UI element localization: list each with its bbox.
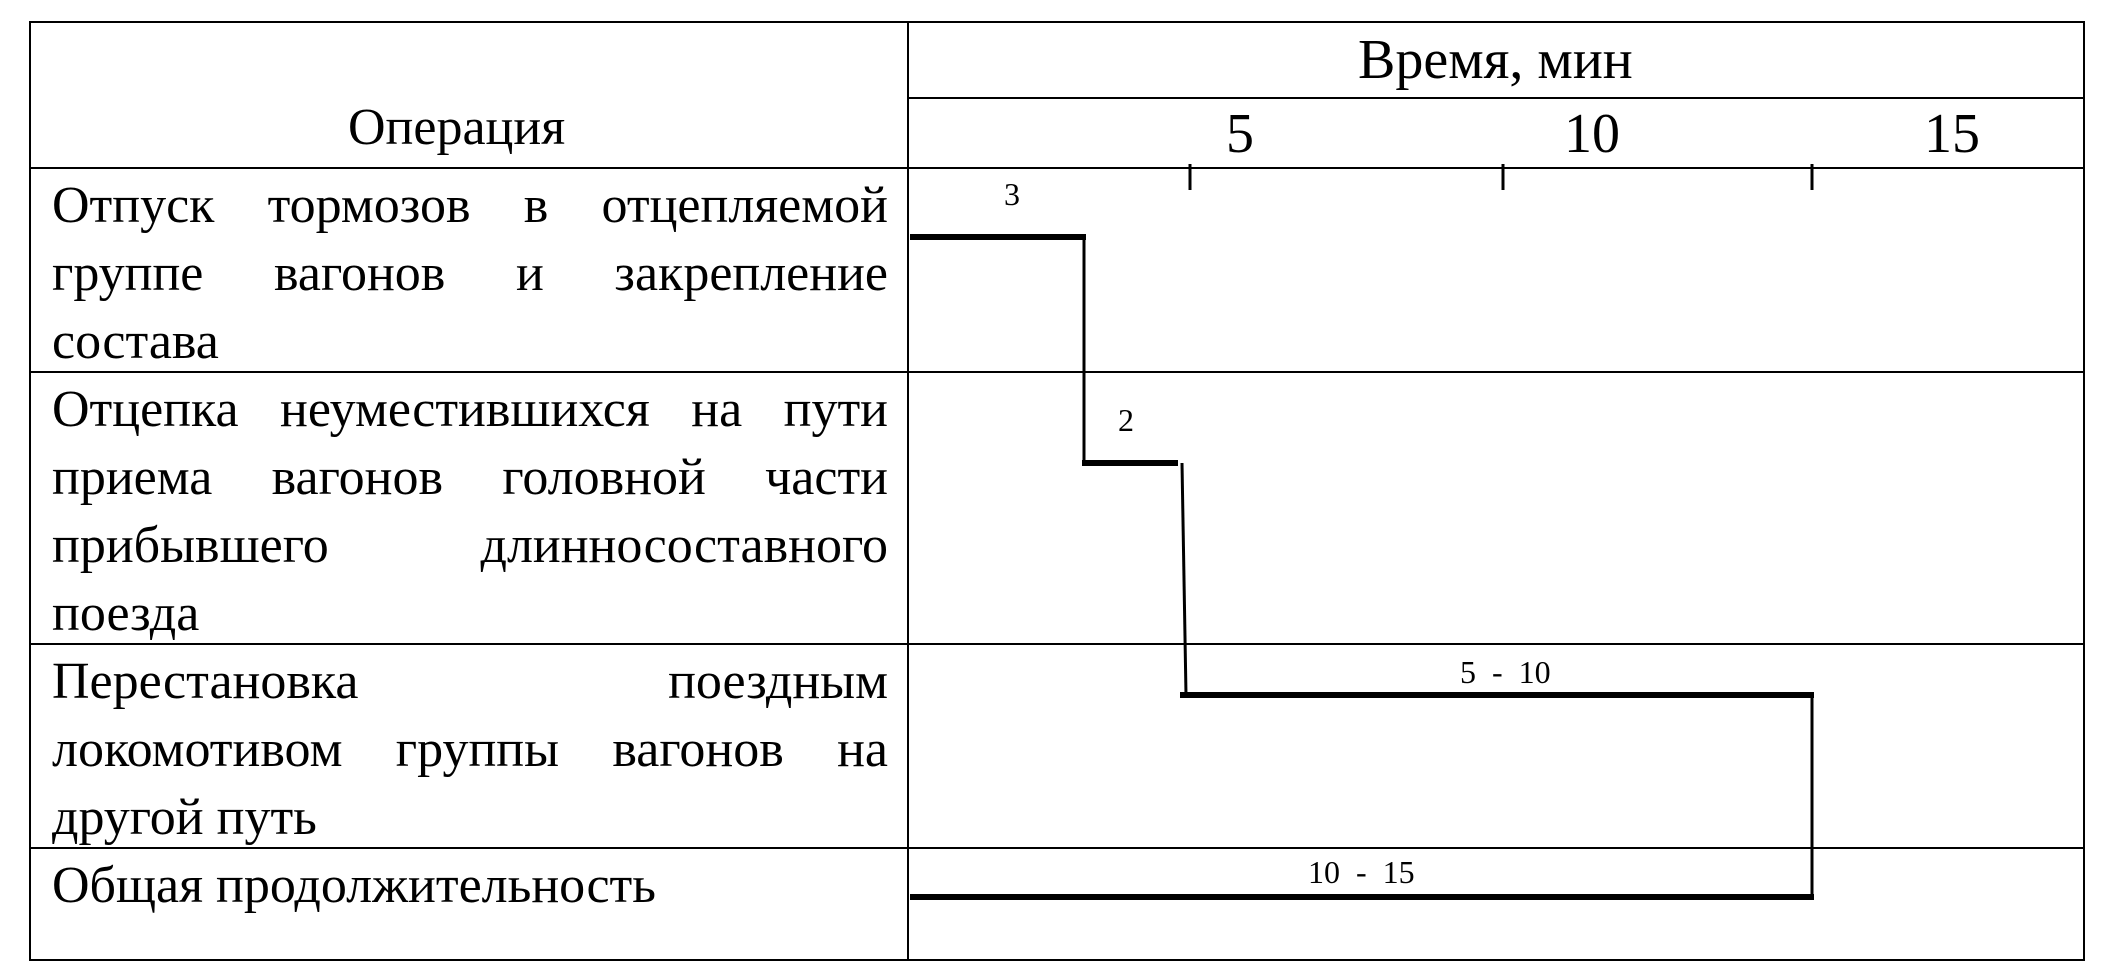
operation-name-total: Общая продолжительность [52, 857, 656, 914]
duration-label-1: 3 [1004, 176, 1020, 212]
duration-label-3: 5 - 10 [1460, 654, 1551, 690]
operation-name-2: Отцепка неуместившихся на пути приема вагонов головной части прибывшего длинносоставного поезда [52, 381, 888, 642]
operation-name-3: Перестановка поездным локомотивом группы вагонов на другой путь [52, 653, 888, 846]
connector-2-3 [1182, 463, 1186, 695]
operation-header-label: Операция [348, 99, 566, 156]
duration-label-2: 2 [1118, 402, 1134, 438]
tick-label-15: 15 [1924, 103, 1980, 165]
tick-label-5: 5 [1226, 103, 1254, 165]
tick-label-10: 10 [1564, 103, 1620, 165]
duration-label-total: 10 - 15 [1308, 854, 1415, 890]
operation-name-1: Отпуск тормозов в отцепляемой группе вагонов и закрепление состава [52, 177, 888, 370]
time-header-label: Время, мин [1358, 29, 1633, 91]
